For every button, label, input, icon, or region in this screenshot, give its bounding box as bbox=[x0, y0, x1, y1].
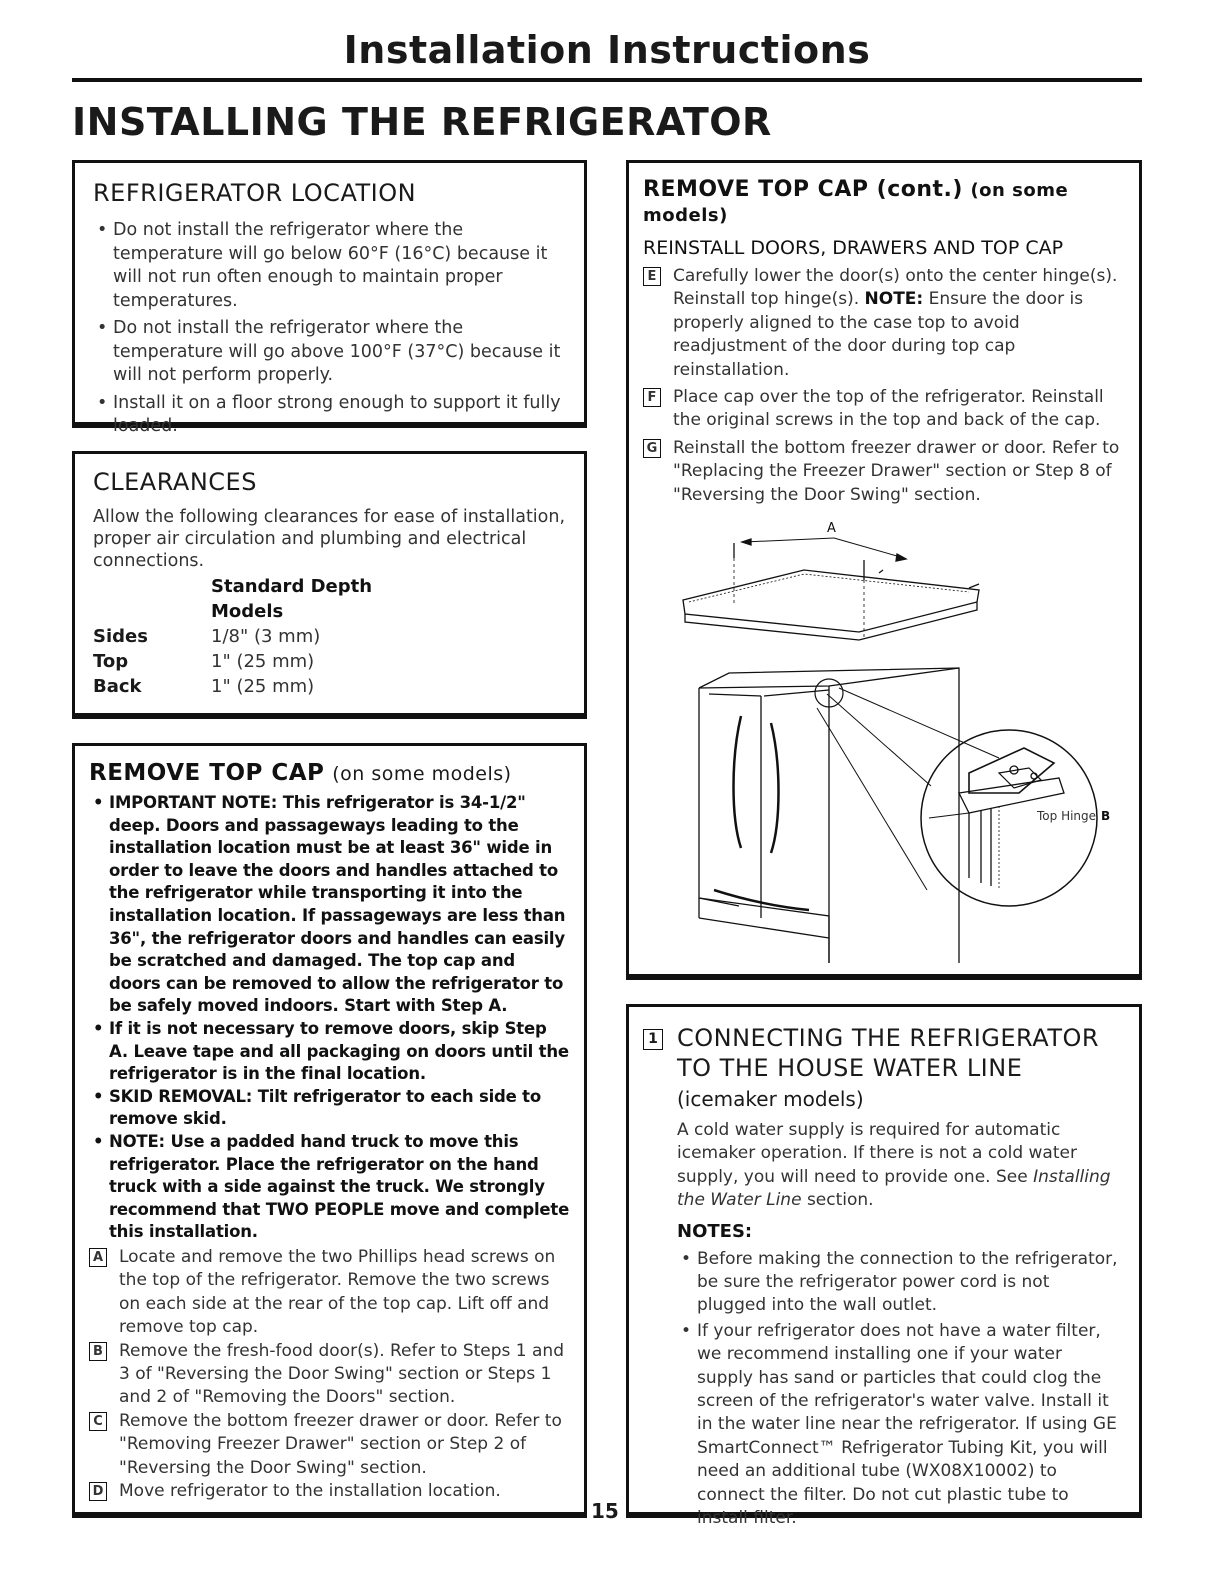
reinstall-steps bbox=[643, 265, 1125, 507]
water-heading-block bbox=[643, 1023, 1123, 1531]
list-item: • If it is not necessary to remove doors, skip Step A. Leave tape and all packaging on doors until the refrigerator is in the final location. bbox=[89, 1018, 570, 1086]
step-text: Locate and remove the two Phillips head screws on the top of the refrigerator. Remove the two screws on each side at the rear of the top cap. Lift off and remove top cap. bbox=[119, 1246, 556, 1338]
list-item: • Do not install the refrigerator where the temperature will go above 100°F (37°C) because it will not perform properly. bbox=[93, 317, 566, 388]
step-c bbox=[89, 1410, 570, 1480]
heading-main: REMOVE TOP CAP (cont.) bbox=[643, 177, 963, 202]
heading-suffix: (on some models) bbox=[643, 180, 1069, 226]
step-text: Place cap over the top of the refrigerator. Reinstall the original screws in the top and back of the cap. bbox=[673, 387, 1104, 431]
list-item: • SKID REMOVAL: Tilt refrigerator to each side to remove skid. bbox=[89, 1086, 570, 1131]
list-item: • Before making the connection to the refrigerator, be sure the refrigerator power cord is not plugged into the wall outlet. bbox=[677, 1248, 1123, 1318]
remove-top-cap-box bbox=[72, 743, 587, 1518]
reinstall-box bbox=[626, 160, 1142, 980]
location-bullets bbox=[93, 219, 566, 439]
intro-text: A cold water supply is required for automatic icemaker operation. If there is not a cold water supply, you will need to provide one. See bbox=[677, 1120, 1077, 1187]
step-text: Remove the fresh-food door(s). Refer to Steps 1 and 3 of "Reversing the Door Swing" section or Steps 1 and 2 of "Removing the Doors" section. bbox=[119, 1340, 564, 1408]
page-header-title: Installation Instructions bbox=[343, 28, 871, 72]
column-header: Models bbox=[211, 601, 284, 622]
header-rule bbox=[72, 78, 1142, 82]
figure-label-a: A bbox=[827, 521, 836, 536]
water-notes bbox=[677, 1248, 1123, 1531]
step-letter: C bbox=[89, 1412, 107, 1431]
clearances-box bbox=[72, 451, 587, 719]
table-row bbox=[93, 674, 566, 699]
reinstall-subheading: REINSTALL DOORS, DRAWERS AND TOP CAP bbox=[643, 237, 1064, 259]
step-letter: D bbox=[89, 1482, 107, 1501]
step-text: Move refrigerator to the installation location. bbox=[119, 1480, 501, 1501]
step-text: Ensure the door is properly aligned to the case top to avoid readjustment of the door during top cap reinstallation. bbox=[673, 289, 1084, 380]
step-text: Reinstall the bottom freezer drawer or door. Refer to "Replacing the Freezer Drawer" section or Step 8 of "Reversing the Door Swing" section. bbox=[673, 437, 1120, 505]
note-label: NOTE: bbox=[864, 289, 924, 310]
step-letter: E bbox=[643, 267, 661, 286]
list-item: • Install it on a floor strong enough to support it fully loaded. bbox=[93, 392, 566, 439]
figure-label-top-hinge: Top Hinge bbox=[1037, 809, 1097, 823]
clearances-intro: Allow the following clearances for ease of installation, proper air circulation and plumbing and electrical connections. bbox=[93, 507, 566, 571]
location-heading: REFRIGERATOR LOCATION bbox=[93, 179, 417, 207]
water-line-box bbox=[626, 1004, 1142, 1529]
heading-suffix: (on some models) bbox=[332, 763, 512, 785]
step-letter: B bbox=[89, 1342, 107, 1361]
row-value: 1" (25 mm) bbox=[211, 676, 315, 697]
intro-text: section. bbox=[801, 1190, 874, 1211]
refrigerator-top-cap-illustration bbox=[669, 518, 1109, 963]
step-number: 1 bbox=[643, 1029, 663, 1050]
location-box bbox=[72, 160, 587, 436]
row-label: Back bbox=[93, 676, 142, 697]
table-row bbox=[93, 649, 566, 674]
step-letter: F bbox=[643, 388, 661, 407]
notes-label: NOTES: bbox=[677, 1220, 753, 1242]
water-intro bbox=[677, 1119, 1123, 1213]
water-heading-1: CONNECTING THE REFRIGERATOR bbox=[677, 1024, 1100, 1052]
reinstall-heading bbox=[643, 177, 1125, 227]
step-text: Remove the bottom freezer drawer or door. Refer to "Removing Freezer Drawer" section or Step 2 of "Reversing the Door Swing" section. bbox=[119, 1410, 562, 1478]
step-f bbox=[643, 386, 1125, 433]
row-value: 1/8" (3 mm) bbox=[211, 626, 321, 647]
table-row bbox=[93, 624, 566, 649]
intro-reference: Installing the Water Line bbox=[677, 1166, 1111, 1211]
water-heading-2: TO THE HOUSE WATER LINE bbox=[677, 1054, 1023, 1082]
list-item: • IMPORTANT NOTE: This refrigerator is 34-1/2" deep. Doors and passageways leading to the installation location must be at least 36" wide in order to leave the doors and handles attached to the refrigerator while transporting it into the installation location. If passageways are less than 36", the refrigerator doors and handles can easily be scratched and damaged. The top cap and doors can be removed to allow the refrigerator to be safely moved indoors. Start with Step A. bbox=[89, 792, 570, 1018]
water-subheading: (icemaker models) bbox=[677, 1087, 864, 1111]
heading-main: REMOVE TOP CAP bbox=[89, 760, 325, 786]
list-item: • NOTE: Use a padded hand truck to move this refrigerator. Place the refrigerator on the hand truck with a side against the truck. We strongly recommend that TWO PEOPLE move and complete this installation. bbox=[89, 1131, 570, 1244]
step-g bbox=[643, 437, 1125, 507]
step-b bbox=[89, 1340, 570, 1410]
clearances-heading: CLEARANCES bbox=[93, 468, 257, 496]
page-number: 15 bbox=[591, 1499, 619, 1523]
column-header: Standard Depth bbox=[211, 576, 373, 597]
row-label: Sides bbox=[93, 626, 148, 647]
step-e bbox=[643, 265, 1125, 382]
remove-cap-heading bbox=[89, 760, 570, 786]
step-d bbox=[89, 1480, 570, 1503]
list-item: • Do not install the refrigerator where the temperature will go below 60°F (16°C) because it will not run often enough to maintain proper temperatures. bbox=[93, 219, 566, 313]
step-text: Carefully lower the door(s) onto the center hinge(s). Reinstall top hinge(s). bbox=[673, 266, 1118, 310]
row-value: 1" (25 mm) bbox=[211, 651, 315, 672]
step-a bbox=[89, 1246, 570, 1340]
step-letter: G bbox=[643, 439, 661, 458]
list-item: • If your refrigerator does not have a water filter, we recommend installing one if your water supply has sand or particles that could clog the screen of the refrigerator's water valve. Install it in the water line near the refrigerator. If using GE SmartConnect™ Refrigerator Tubing Kit, you will need an additional tube (WX08X10002) to connect the filter. Do not cut plastic tube to install filter. bbox=[677, 1320, 1123, 1531]
clearances-table bbox=[93, 574, 566, 699]
step-letter: A bbox=[89, 1248, 107, 1267]
section-title: INSTALLING THE REFRIGERATOR bbox=[72, 100, 772, 144]
figure-label-b: B bbox=[1101, 809, 1111, 823]
row-label: Top bbox=[93, 651, 129, 672]
remove-cap-bullets bbox=[89, 792, 570, 1244]
remove-cap-steps bbox=[89, 1246, 570, 1503]
